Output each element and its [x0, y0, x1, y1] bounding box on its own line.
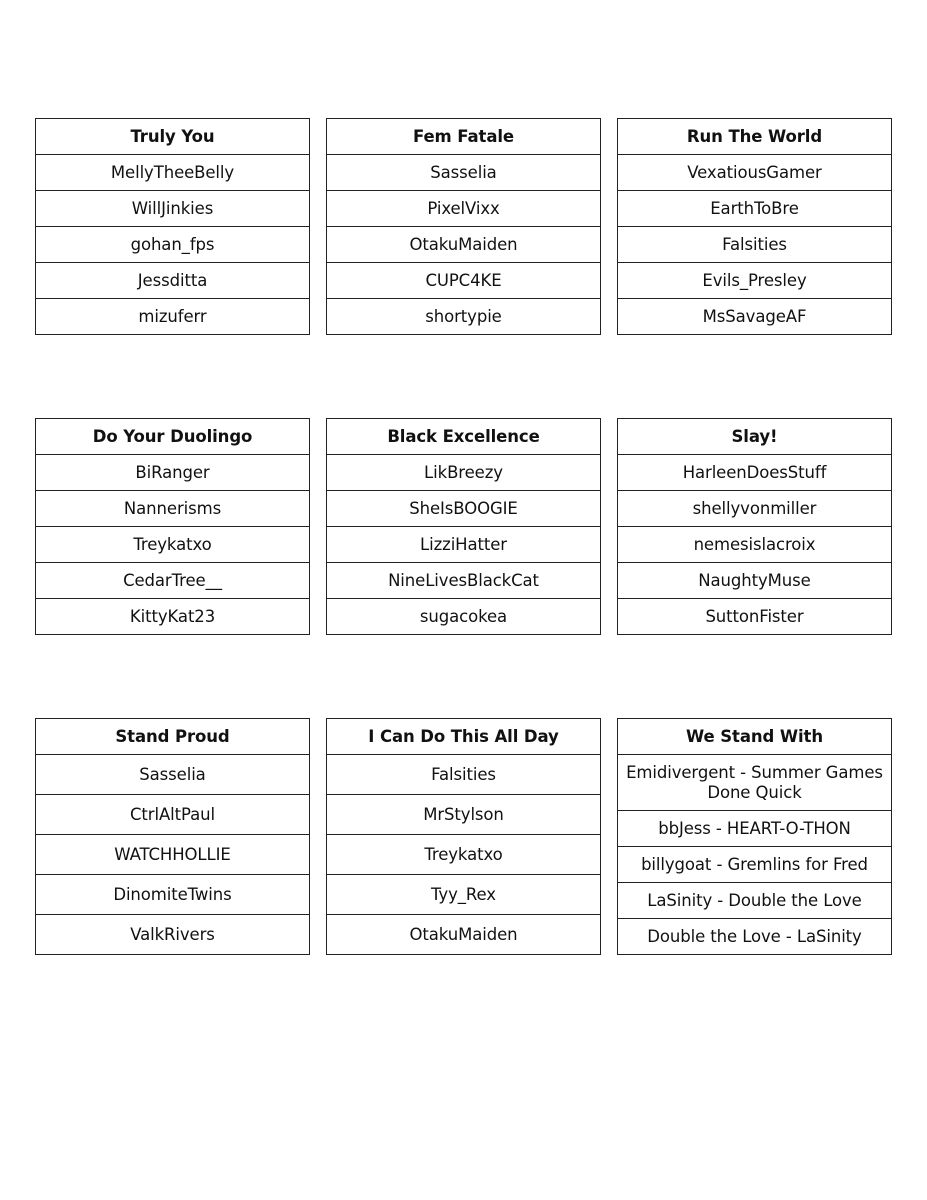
table-title: Stand Proud — [36, 719, 310, 755]
member-cell: VexatiousGamer — [618, 155, 892, 191]
member-cell: NineLivesBlackCat — [327, 563, 601, 599]
member-cell: Sasselia — [327, 155, 601, 191]
member-cell: MrStylson — [327, 795, 601, 835]
member-cell: Falsities — [327, 755, 601, 795]
table-title: Truly You — [36, 119, 310, 155]
member-cell: Double the Love - LaSinity — [618, 919, 892, 955]
member-cell: Treykatxo — [36, 527, 310, 563]
team-table-i-can-do-this-all-day — [326, 718, 601, 955]
member-cell: bbJess - HEART-O-THON — [618, 811, 892, 847]
member-cell: nemesislacroix — [618, 527, 892, 563]
member-cell: OtakuMaiden — [327, 915, 601, 955]
member-cell: billygoat - Gremlins for Fred — [618, 847, 892, 883]
table-title: We Stand With — [618, 719, 892, 755]
member-cell: sugacokea — [327, 599, 601, 635]
member-cell: Falsities — [618, 227, 892, 263]
member-cell: CUPC4KE — [327, 263, 601, 299]
member-cell: EarthToBre — [618, 191, 892, 227]
member-cell: DinomiteTwins — [36, 875, 310, 915]
member-cell: shellyvonmiller — [618, 491, 892, 527]
member-cell: ValkRivers — [36, 915, 310, 955]
member-cell: Evils_Presley — [618, 263, 892, 299]
table-row-group-3 — [35, 718, 892, 955]
table-row-group-2 — [35, 418, 892, 635]
member-cell: WillJinkies — [36, 191, 310, 227]
table-title: Fem Fatale — [327, 119, 601, 155]
team-table-slay — [617, 418, 892, 635]
member-cell: gohan_fps — [36, 227, 310, 263]
member-cell: shortypie — [327, 299, 601, 335]
member-cell: CedarTree__ — [36, 563, 310, 599]
table-title: Run The World — [618, 119, 892, 155]
member-cell: LizziHatter — [327, 527, 601, 563]
table-title: Slay! — [618, 419, 892, 455]
member-cell: KittyKat23 — [36, 599, 310, 635]
team-table-stand-proud — [35, 718, 310, 955]
table-title: I Can Do This All Day — [327, 719, 601, 755]
team-table-we-stand-with — [617, 718, 892, 955]
member-cell: SheIsBOOGIE — [327, 491, 601, 527]
table-row-group-1 — [35, 118, 892, 335]
team-table-truly-you — [35, 118, 310, 335]
table-title: Do Your Duolingo — [36, 419, 310, 455]
team-table-black-excellence — [326, 418, 601, 635]
member-cell: Treykatxo — [327, 835, 601, 875]
member-cell: BiRanger — [36, 455, 310, 491]
member-cell: SuttonFister — [618, 599, 892, 635]
member-cell: PixelVixx — [327, 191, 601, 227]
member-cell: WATCHHOLLIE — [36, 835, 310, 875]
team-table-run-the-world — [617, 118, 892, 335]
member-cell: MellyTheeBelly — [36, 155, 310, 191]
member-cell: NaughtyMuse — [618, 563, 892, 599]
member-cell: mizuferr — [36, 299, 310, 335]
member-cell: Tyy_Rex — [327, 875, 601, 915]
member-cell: LaSinity - Double the Love — [618, 883, 892, 919]
table-title: Black Excellence — [327, 419, 601, 455]
member-cell: Jessditta — [36, 263, 310, 299]
member-cell: Nannerisms — [36, 491, 310, 527]
member-cell: Emidivergent - Summer Games Done Quick — [618, 755, 892, 811]
member-cell: HarleenDoesStuff — [618, 455, 892, 491]
member-cell: Sasselia — [36, 755, 310, 795]
member-cell: OtakuMaiden — [327, 227, 601, 263]
member-cell: LikBreezy — [327, 455, 601, 491]
team-table-fem-fatale — [326, 118, 601, 335]
member-cell: MsSavageAF — [618, 299, 892, 335]
member-cell: CtrlAltPaul — [36, 795, 310, 835]
team-table-do-your-duolingo — [35, 418, 310, 635]
